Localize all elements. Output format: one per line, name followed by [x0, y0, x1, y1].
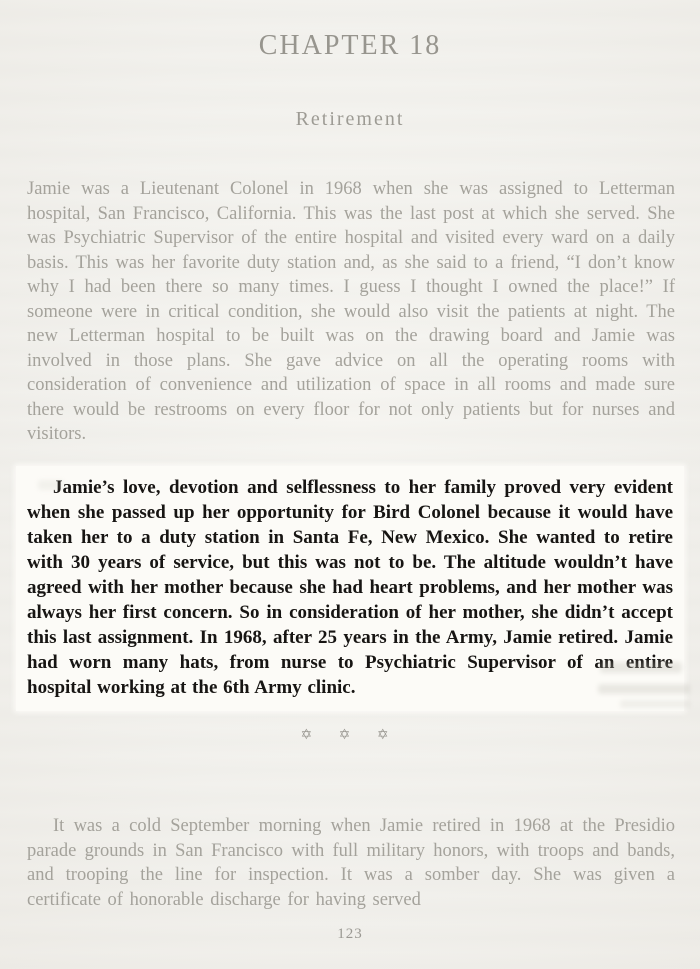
section-title: Retirement: [295, 108, 405, 130]
closing-paragraph: It was a cold September morning when Jamie retired in 1968 at the Presidio parade grounds in San Francisco with full military honors, with troops and bands, and trooping the line for inspection. It was a somber day. She was given a certificate of honorable discharge for having served: [27, 816, 675, 910]
chapter-heading: CHAPTER 18: [258, 30, 442, 61]
highlighted-paragraph: Jamie’s love, devotion and selflessness to her family proved very evident when she passed up her opportunity for Bird Colonel because it would have taken her to a duty station in Santa Fe, New Mexico. She wanted to retire with 30 years of service, but this was not to be. The altitude wouldn’t have agreed with her mother because she had heart problems, and her mother was always her first concern. So in consideration of her mother, she didn’t accept this last assignment. In 1968, after 25 years in the Army, Jamie retired. Jamie had worn many hats, from nurse to Psychiatric Supervisor of an entire hospital working at the 6th Army clinic.: [27, 477, 673, 698]
page-number: 123: [337, 926, 363, 942]
scan-bleedthrough-artifact: [620, 700, 690, 708]
scan-bleedthrough-artifact: [600, 662, 682, 673]
scan-bleedthrough-artifact: [38, 480, 64, 490]
scan-bleedthrough-artifact: [598, 684, 690, 694]
highlight-block: [16, 466, 684, 711]
section-divider-stars: ✡ ✡ ✡: [300, 727, 400, 743]
opening-paragraph: Jamie was a Lieutenant Colonel in 1968 when she was assigned to Letterman hospital, San Francisco, California. This was the last post at which she served. She was Psychiatric Supervisor of the entire hospital and visited every ward on a daily basis. This was her favorite duty station and, as she said to a friend, “I don’t know why I had been there so many times. I guess I thought I owned the place!” If someone were in critical condition, she would also visit the patients at night. The new Letterman hospital to be built was on the drawing board and Jamie was involved in those plans. She gave advice on all the operating rooms with consideration of convenience and utilization of space in all rooms and made sure there would be restrooms on every floor for not only patients but for nurses and visitors.: [27, 179, 675, 444]
